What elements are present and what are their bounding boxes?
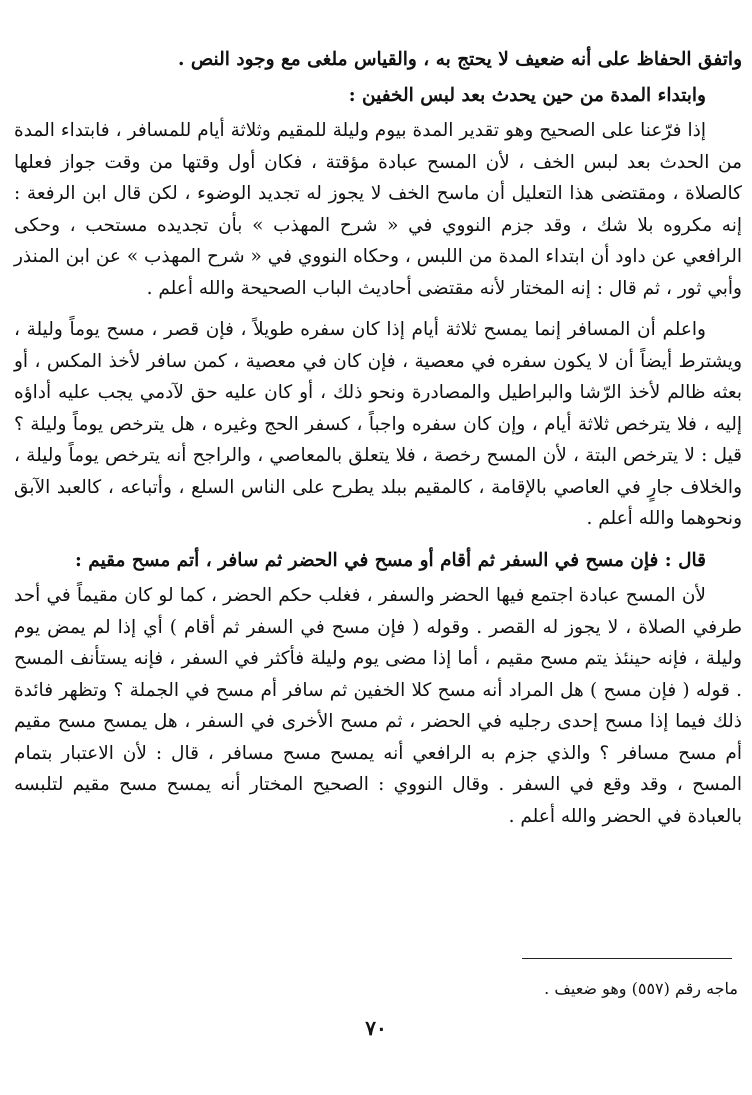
- page-number: ٧٠: [365, 1016, 387, 1040]
- paragraph-hadith-ruling: واتفق الحفاظ على أنه ضعيف لا يحتج به ، والقياس ملغى مع وجود النص .: [178, 49, 742, 70]
- footnote-divider: [522, 958, 732, 959]
- paragraph-traveler-conditions: واعلم أن المسافر إنما يمسح ثلاثة أيام إذا كان سفره طويلاً ، فإن قصر ، مسح يوماً وليلة ، ويشترط أيضاً أن لا يكون سفره في معصية ، فإن كان في معصية ، كمن سافر لأخذ المكس ، أو بعثه ظالم لأخذ الرّشا والبراطيل والمصادرة ونحو ذلك ، أو كان عليه حق لآدمي يجب عليه أداؤه إليه ، فلا يترخص ثلاثة أيام ، وإن كان سفره واجباً ، كسفر الحج وغيره ، هل يترخص يوماً وليلة ؟ قيل : لا يترخص البتة ، لأن المسح رخصة ، فلا يتعلق بالمعاصي ، والراجح أنه يترخص يوماً وليلة ، والخلاف جارٍ في العاصي بالإقامة ، كالمقيم ببلد يطرح على الناس السلع ، وأتباعه ، كالعبد الآبق ونحوهما والله أعلم .: [14, 319, 742, 529]
- heading-travel-residence: قال : فإن مسح في السفر ثم أقام أو مسح في الحضر ثم سافر ، أتم مسح مقيم :: [75, 549, 706, 571]
- footnote: ماجه رقم (٥٥٧) وهو ضعيف .: [544, 979, 738, 998]
- paragraph-travel-residence: لأن المسح عبادة اجتمع فيها الحضر والسفر ، فغلب حكم الحضر ، كما لو كان مقيماً في أحد طرفي الصلاة ، لا يجوز له القصر . وقوله ( فإن مسح في السفر ثم أقام ) أي إذا لم يمض يوم وليلة ، فإنه حينئذ يتم مسح مقيم ، أما إذا مضى يوم وليلة فأكثر في السفر ، فإنه يستأنف المسح . قوله ( فإن مسح ) هل المراد أنه مسح كلا الخفين ثم سافر أم مسح في الجملة ؟ وتظهر فائدة ذلك فيما إذا مسح إحدى رجليه في الحضر ، ثم مسح الأخرى في السفر ، هل يمسح مسح مقيم أم مسح مسافر ؟ والذي جزم به الرافعي أنه يمسح مسح مسافر ، قال : لأن الاعتبار بتمام المسح ، وقد وقع في السفر . وقال النووي : الصحيح المختار أنه يمسح مسح مقيم لتلبسه بالعبادة في الحضر والله أعلم .: [14, 585, 742, 827]
- page-body: [14, 44, 742, 832]
- paragraph-start-of-period: إذا فرّعنا على الصحيح وهو تقدير المدة بيوم وليلة للمقيم وثلاثة أيام للمسافر ، فابتداء المدة من الحدث بعد لبس الخف ، لأن المسح عبادة مؤقتة ، فكان أول وقتها من وقت جواز فعلها كالصلاة ، ومقتضى هذا التعليل أن ماسح الخف لا يجوز له تجديد الوضوء ، لكن قال ابن الرفعة : إنه مكروه بلا شك ، وقد جزم النووي في « شرح المهذب » بأن تجديده مستحب ، وحكى الرافعي عن داود أن ابتداء المدة من اللبس ، وحكاه النووي في « شرح المهذب » عن ابن المنذر وأبي ثور ، ثم قال : إنه المختار لأنه مقتضى أحاديث الباب الصحيحة والله أعلم .: [13, 120, 742, 299]
- heading-start-of-period: وابتداء المدة من حين يحدث بعد لبس الخفين :: [348, 84, 706, 106]
